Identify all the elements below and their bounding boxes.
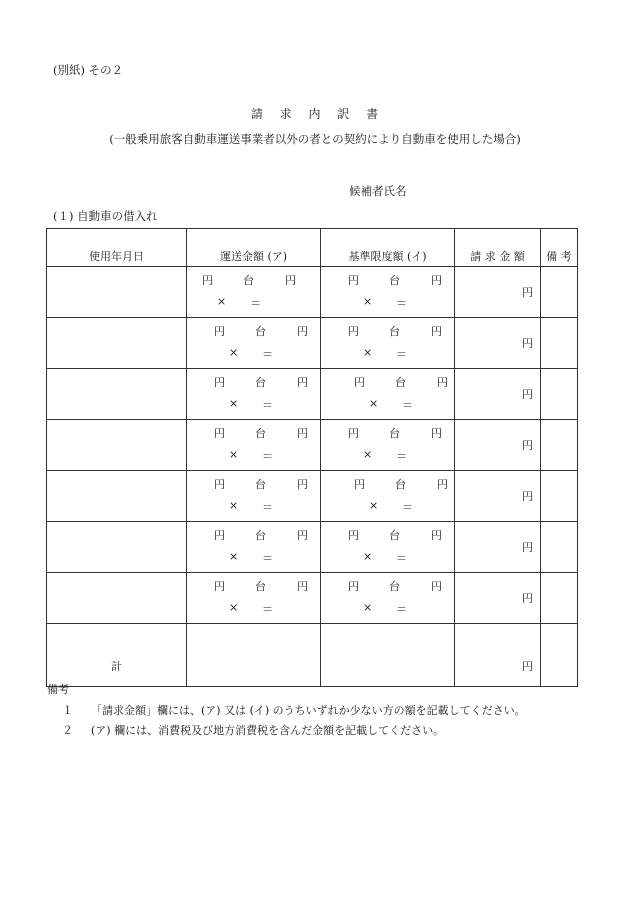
vehicle-count-unit-label: 台 [255, 529, 266, 542]
yen-unit-label: 円 [348, 529, 359, 542]
equals-sign: ＝ [396, 552, 407, 565]
times-sign: × [369, 397, 379, 410]
claim-amount-cell[interactable] [455, 573, 541, 624]
column-header-transport-fee: 運送金額 (ア) [187, 229, 321, 267]
appendix-label: (別紙) その２ [53, 63, 124, 77]
yen-unit-label: 円 [297, 427, 308, 440]
claim-amount-cell[interactable] [455, 471, 541, 522]
table-row [47, 267, 578, 318]
vehicle-count-unit-label: 台 [395, 376, 406, 389]
table-row [47, 522, 578, 573]
table-row [47, 573, 578, 624]
yen-unit-label: 円 [522, 439, 533, 452]
remarks-cell[interactable] [541, 522, 578, 573]
transport-fee-cell[interactable] [187, 267, 321, 318]
yen-unit-label: 円 [522, 592, 533, 605]
claim-amount-cell[interactable] [455, 420, 541, 471]
yen-unit-label: 円 [354, 478, 365, 491]
table-row [47, 420, 578, 471]
note-text: 「請求金額」欄には、(ア) 又は (イ) のうちいずれか少ない方の額を記載してください。 [91, 704, 526, 717]
total-limit-amount-cell[interactable] [321, 624, 455, 687]
total-transport-fee-cell[interactable] [187, 624, 321, 687]
document-title: 請 求 内 訳 書 [250, 107, 380, 121]
remarks-cell[interactable] [541, 573, 578, 624]
total-remarks-cell[interactable] [541, 624, 578, 687]
yen-unit-label: 円 [354, 376, 365, 389]
yen-unit-label: 円 [522, 286, 533, 299]
yen-unit-label: 円 [431, 274, 442, 287]
vehicle-count-unit-label: 台 [255, 478, 266, 491]
equals-sign: ＝ [262, 450, 273, 463]
table-row [47, 471, 578, 522]
yen-unit-label: 円 [297, 376, 308, 389]
vehicle-count-unit-label: 台 [389, 427, 400, 440]
yen-unit-label: 円 [437, 478, 448, 491]
equals-sign: ＝ [396, 348, 407, 361]
times-sign: × [363, 550, 373, 563]
column-header-date: 使用年月日 [47, 229, 187, 267]
limit-amount-cell[interactable] [321, 471, 455, 522]
times-sign: × [229, 550, 239, 563]
times-sign: × [217, 295, 227, 308]
times-sign: × [229, 448, 239, 461]
limit-amount-cell[interactable] [321, 522, 455, 573]
yen-unit-label: 円 [348, 274, 359, 287]
note-number: ２ [62, 724, 73, 737]
remarks-cell[interactable] [541, 471, 578, 522]
vehicle-count-unit-label: 台 [389, 274, 400, 287]
yen-unit-label: 円 [348, 427, 359, 440]
yen-unit-label: 円 [431, 325, 442, 338]
usage-date-cell[interactable] [47, 471, 187, 522]
yen-unit-label: 円 [522, 660, 533, 673]
times-sign: × [363, 295, 373, 308]
times-sign: × [363, 448, 373, 461]
vehicle-count-unit-label: 台 [255, 376, 266, 389]
transport-fee-cell[interactable] [187, 420, 321, 471]
times-sign: × [229, 346, 239, 359]
yen-unit-label: 円 [214, 529, 225, 542]
claim-breakdown-table [46, 228, 578, 687]
note-number: １ [62, 704, 73, 717]
usage-date-cell[interactable] [47, 573, 187, 624]
candidate-name-label: 候補者氏名 [349, 184, 407, 198]
transport-fee-cell[interactable] [187, 522, 321, 573]
table-row [47, 369, 578, 420]
limit-amount-cell[interactable] [321, 267, 455, 318]
vehicle-count-unit-label: 台 [243, 274, 254, 287]
yen-unit-label: 円 [522, 388, 533, 401]
equals-sign: ＝ [396, 603, 407, 616]
yen-unit-label: 円 [214, 427, 225, 440]
yen-unit-label: 円 [348, 325, 359, 338]
yen-unit-label: 円 [522, 541, 533, 554]
remarks-cell[interactable] [541, 420, 578, 471]
transport-fee-cell[interactable] [187, 573, 321, 624]
usage-date-cell[interactable] [47, 318, 187, 369]
column-header-claim-amount: 請 求 金 額 [455, 229, 541, 267]
equals-sign: ＝ [262, 399, 273, 412]
equals-sign: ＝ [262, 348, 273, 361]
yen-unit-label: 円 [522, 337, 533, 350]
claim-amount-cell[interactable] [455, 522, 541, 573]
equals-sign: ＝ [250, 297, 261, 310]
remarks-cell[interactable] [541, 267, 578, 318]
vehicle-count-unit-label: 台 [389, 580, 400, 593]
yen-unit-label: 円 [285, 274, 296, 287]
times-sign: × [369, 499, 379, 512]
notes-heading: 備考 [47, 683, 69, 696]
transport-fee-cell[interactable] [187, 471, 321, 522]
yen-unit-label: 円 [431, 427, 442, 440]
column-header-limit-amount: 基準限度額 (イ) [321, 229, 455, 267]
yen-unit-label: 円 [431, 580, 442, 593]
section-label: (１) 自動車の借入れ [53, 209, 158, 223]
yen-unit-label: 円 [214, 478, 225, 491]
vehicle-count-unit-label: 台 [395, 478, 406, 491]
yen-unit-label: 円 [522, 490, 533, 503]
usage-date-cell[interactable] [47, 267, 187, 318]
vehicle-count-unit-label: 台 [389, 325, 400, 338]
transport-fee-cell[interactable] [187, 369, 321, 420]
times-sign: × [229, 601, 239, 614]
yen-unit-label: 円 [297, 325, 308, 338]
times-sign: × [363, 601, 373, 614]
equals-sign: ＝ [402, 399, 413, 412]
yen-unit-label: 円 [202, 274, 213, 287]
vehicle-count-unit-label: 台 [389, 529, 400, 542]
remarks-cell[interactable] [541, 318, 578, 369]
equals-sign: ＝ [262, 552, 273, 565]
limit-amount-cell[interactable] [321, 420, 455, 471]
table-header-row [47, 229, 578, 267]
equals-sign: ＝ [402, 501, 413, 514]
yen-unit-label: 円 [348, 580, 359, 593]
equals-sign: ＝ [262, 603, 273, 616]
table-row [47, 318, 578, 369]
usage-date-cell[interactable] [47, 369, 187, 420]
yen-unit-label: 円 [297, 478, 308, 491]
times-sign: × [363, 346, 373, 359]
note-text: (ア) 欄には、消費税及び地方消費税を含んだ金額を記載してください。 [91, 724, 445, 737]
equals-sign: ＝ [262, 501, 273, 514]
document-subtitle: (一般乗用旅客自動車運送事業者以外の者との契約により自動車を使用した場合) [109, 132, 521, 146]
vehicle-count-unit-label: 台 [255, 325, 266, 338]
limit-amount-cell[interactable] [321, 318, 455, 369]
total-claim-amount-cell[interactable] [455, 624, 541, 687]
yen-unit-label: 円 [431, 529, 442, 542]
limit-amount-cell[interactable] [321, 369, 455, 420]
vehicle-count-unit-label: 台 [255, 580, 266, 593]
claim-amount-cell[interactable] [455, 318, 541, 369]
total-row [47, 624, 578, 687]
times-sign: × [229, 397, 239, 410]
yen-unit-label: 円 [297, 580, 308, 593]
column-header-remarks: 備 考 [541, 229, 578, 267]
limit-amount-cell[interactable] [321, 573, 455, 624]
claim-amount-cell[interactable] [455, 369, 541, 420]
yen-unit-label: 円 [214, 376, 225, 389]
equals-sign: ＝ [396, 297, 407, 310]
equals-sign: ＝ [396, 450, 407, 463]
yen-unit-label: 円 [437, 376, 448, 389]
claim-amount-cell[interactable] [455, 267, 541, 318]
total-label: 計 [47, 624, 187, 687]
usage-date-cell[interactable] [47, 522, 187, 573]
remarks-cell[interactable] [541, 369, 578, 420]
yen-unit-label: 円 [214, 580, 225, 593]
transport-fee-cell[interactable] [187, 318, 321, 369]
vehicle-count-unit-label: 台 [255, 427, 266, 440]
times-sign: × [229, 499, 239, 512]
yen-unit-label: 円 [297, 529, 308, 542]
yen-unit-label: 円 [214, 325, 225, 338]
usage-date-cell[interactable] [47, 420, 187, 471]
